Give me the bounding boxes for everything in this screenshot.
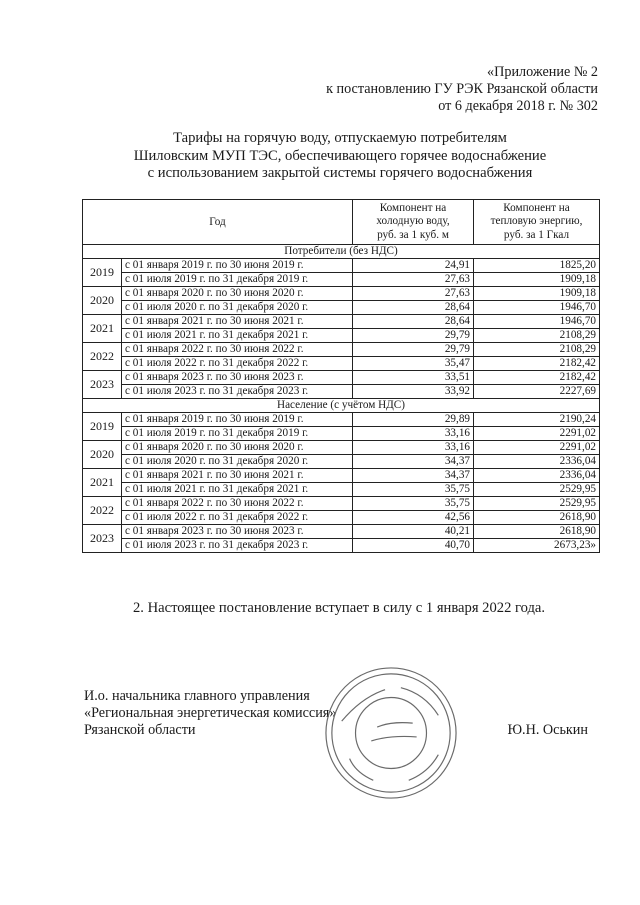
stamp-center-lettering	[371, 723, 416, 741]
heat-energy-cell: 1909,18	[474, 273, 600, 287]
title-line-1: Тарифы на горячую воду, отпускаемую потребителям	[173, 130, 507, 146]
stamp-outer-ring	[326, 668, 456, 798]
cold-water-cell: 35,75	[353, 483, 474, 497]
table-row	[83, 441, 600, 455]
period-cell: с 01 января 2019 г. по 30 июня 2019 г.	[122, 413, 353, 427]
year-cell: 2020	[83, 287, 122, 315]
cold-water-cell: 35,75	[353, 497, 474, 511]
heat-energy-cell: 2673,23»	[474, 539, 600, 553]
table-row	[83, 315, 600, 329]
table-row	[83, 455, 600, 469]
header-year: Год	[83, 200, 353, 245]
heat-energy-cell: 2618,90	[474, 525, 600, 539]
table-row	[83, 539, 600, 553]
period-cell: с 01 июля 2019 г. по 31 декабря 2019 г.	[122, 427, 353, 441]
period-cell: с 01 января 2023 г. по 30 июня 2023 г.	[122, 371, 353, 385]
table-header-row	[83, 200, 600, 245]
period-cell: с 01 июля 2021 г. по 31 декабря 2021 г.	[122, 483, 353, 497]
period-cell: с 01 июля 2023 г. по 31 декабря 2023 г.	[122, 539, 353, 553]
appendix-line-3: от 6 декабря 2018 г. № 302	[438, 98, 598, 114]
table-row	[83, 385, 600, 399]
period-cell: с 01 июля 2021 г. по 31 декабря 2021 г.	[122, 329, 353, 343]
header-heat-line-3: руб. за 1 Гкал	[503, 228, 570, 241]
period-cell: с 01 июля 2022 г. по 31 декабря 2022 г.	[122, 357, 353, 371]
header-cold-line-1: Компонент на	[379, 201, 447, 214]
heat-energy-cell: 2190,24	[474, 413, 600, 427]
tariff-table	[82, 199, 600, 553]
heat-energy-cell: 2182,42	[474, 357, 600, 371]
year-cell: 2022	[83, 497, 122, 525]
stamp-arc-lettering-1	[342, 690, 385, 722]
period-cell: с 01 января 2020 г. по 30 июня 2020 г.	[122, 287, 353, 301]
table-row	[83, 427, 600, 441]
header-cold-water	[353, 200, 474, 245]
official-stamp	[322, 664, 460, 802]
heat-energy-cell: 1909,18	[474, 287, 600, 301]
heat-energy-cell: 2529,95	[474, 497, 600, 511]
year-cell: 2022	[83, 343, 122, 371]
period-cell: с 01 января 2022 г. по 30 июня 2022 г.	[122, 343, 353, 357]
cold-water-cell: 33,51	[353, 371, 474, 385]
stamp-inner-ring	[356, 698, 427, 769]
table-row	[83, 343, 600, 357]
period-cell: с 01 июля 2022 г. по 31 декабря 2022 г.	[122, 511, 353, 525]
section-title: Потребители (без НДС)	[83, 245, 600, 259]
table-row	[83, 371, 600, 385]
heat-energy-cell: 2182,42	[474, 371, 600, 385]
cold-water-cell: 24,91	[353, 259, 474, 273]
stamp-middle-ring	[332, 674, 450, 792]
table-row	[83, 329, 600, 343]
year-cell: 2021	[83, 315, 122, 343]
heat-energy-cell: 2336,04	[474, 469, 600, 483]
year-cell: 2021	[83, 469, 122, 497]
appendix-header	[326, 64, 598, 115]
heat-energy-cell: 2291,02	[474, 427, 600, 441]
year-cell: 2023	[83, 371, 122, 399]
effective-date-paragraph: 2. Настоящее постановление вступает в силу с 1 января 2022 года.	[133, 600, 546, 616]
cold-water-cell: 29,79	[353, 329, 474, 343]
year-cell: 2023	[83, 525, 122, 553]
year-cell: 2019	[83, 413, 122, 441]
heat-energy-cell: 2618,90	[474, 511, 600, 525]
period-cell: с 01 января 2020 г. по 30 июня 2020 г.	[122, 441, 353, 455]
period-cell: с 01 января 2019 г. по 30 июня 2019 г.	[122, 259, 353, 273]
period-cell: с 01 января 2021 г. по 30 июня 2021 г.	[122, 469, 353, 483]
period-cell: с 01 июля 2020 г. по 31 декабря 2020 г.	[122, 455, 353, 469]
heat-energy-cell: 2291,02	[474, 441, 600, 455]
cold-water-cell: 29,89	[353, 413, 474, 427]
section-row	[83, 245, 600, 259]
cold-water-cell: 33,16	[353, 427, 474, 441]
table-row	[83, 469, 600, 483]
signer-position-line-3: Рязанской области	[84, 722, 196, 738]
signer-position-line-2: «Региональная энергетическая комиссия»	[84, 705, 337, 721]
cold-water-cell: 33,92	[353, 385, 474, 399]
appendix-line-2: к постановлению ГУ РЭК Рязанской области	[326, 81, 598, 97]
period-cell: с 01 июля 2020 г. по 31 декабря 2020 г.	[122, 301, 353, 315]
period-cell: с 01 января 2021 г. по 30 июня 2021 г.	[122, 315, 353, 329]
cold-water-cell: 40,21	[353, 525, 474, 539]
signature-block	[84, 688, 336, 739]
header-heat-line-1: Компонент на	[503, 201, 570, 214]
period-cell: с 01 января 2022 г. по 30 июня 2022 г.	[122, 497, 353, 511]
cold-water-cell: 27,63	[353, 287, 474, 301]
table-row	[83, 259, 600, 273]
table-row	[83, 497, 600, 511]
heat-energy-cell: 2108,29	[474, 343, 600, 357]
header-cold-line-2: холодную воду,	[376, 215, 450, 228]
header-heat-line-2: тепловую энергию,	[490, 215, 583, 228]
signer-name: Ю.Н. Оськин	[507, 722, 588, 738]
heat-energy-cell: 2108,29	[474, 329, 600, 343]
header-cold-line-3: руб. за 1 куб. м	[377, 228, 449, 241]
cold-water-cell: 42,56	[353, 511, 474, 525]
heat-energy-cell: 2227,69	[474, 385, 600, 399]
appendix-line-1: «Приложение № 2	[487, 64, 598, 80]
heat-energy-cell: 1946,70	[474, 315, 600, 329]
section-title: Население (с учётом НДС)	[83, 399, 600, 413]
table-row	[83, 357, 600, 371]
signer-position-line-1: И.о. начальника главного управления	[84, 688, 310, 704]
cold-water-cell: 28,64	[353, 315, 474, 329]
heat-energy-cell: 2529,95	[474, 483, 600, 497]
table-row	[83, 273, 600, 287]
tariff-body	[83, 245, 600, 553]
period-cell: с 01 января 2023 г. по 30 июня 2023 г.	[122, 525, 353, 539]
title-line-2: Шиловским МУП ТЭС, обеспечивающего горячее водоснабжение	[133, 147, 547, 164]
table-row	[83, 525, 600, 539]
document-title	[0, 130, 640, 183]
period-cell: с 01 июля 2019 г. по 31 декабря 2019 г.	[122, 273, 353, 287]
period-cell: с 01 июля 2023 г. по 31 декабря 2023 г.	[122, 385, 353, 399]
heat-energy-cell: 1825,20	[474, 259, 600, 273]
cold-water-cell: 40,70	[353, 539, 474, 553]
year-cell: 2019	[83, 259, 122, 287]
cold-water-cell: 35,47	[353, 357, 474, 371]
heat-energy-cell: 2336,04	[474, 455, 600, 469]
cold-water-cell: 34,37	[353, 469, 474, 483]
cold-water-cell: 27,63	[353, 273, 474, 287]
table-row	[83, 413, 600, 427]
table-row	[83, 287, 600, 301]
section-row	[83, 399, 600, 413]
table-row	[83, 511, 600, 525]
cold-water-cell: 29,79	[353, 343, 474, 357]
cold-water-cell: 33,16	[353, 441, 474, 455]
heat-energy-cell: 1946,70	[474, 301, 600, 315]
cold-water-cell: 28,64	[353, 301, 474, 315]
stamp-arc-lettering-3	[409, 755, 439, 781]
table-row	[83, 483, 600, 497]
title-line-3: с использованием закрытой системы горячего водоснабжения	[147, 165, 533, 181]
table-row	[83, 301, 600, 315]
header-heat-energy	[474, 200, 600, 245]
year-cell: 2020	[83, 441, 122, 469]
cold-water-cell: 34,37	[353, 455, 474, 469]
